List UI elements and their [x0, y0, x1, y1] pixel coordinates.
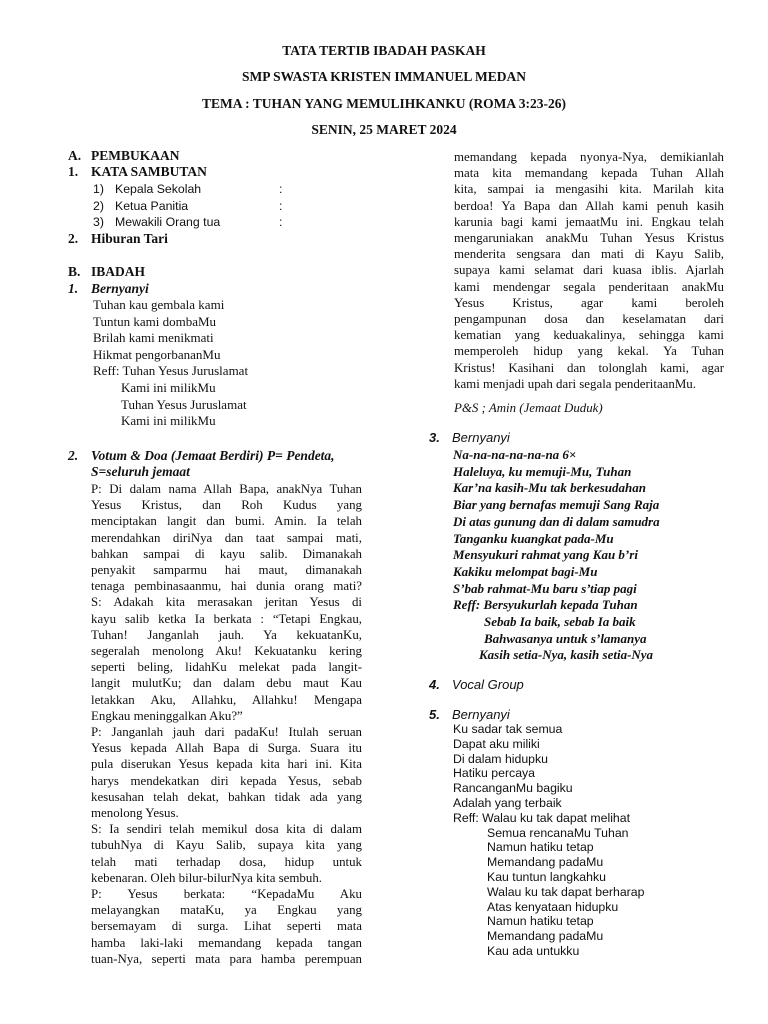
text-line: Yesus Kristus, dan Roh Kudus yang: [91, 498, 362, 513]
lyric-line: Kau ada untukku: [487, 943, 580, 958]
lyric-line: Di atas gunung dan di dalam samudra: [453, 513, 660, 529]
lyric-line: Semua rencanaMu Tuhan: [487, 825, 629, 840]
text-line: letakkan Aku, Allahku, Allahku! Mengapa: [91, 692, 362, 707]
text-line: supaya kami selamat dari kuasa iblis. Ajarlah: [454, 263, 724, 278]
lyric-line: Biar yang bernafas memuji Sang Raja: [453, 497, 660, 513]
lyric-line: Kasih setia-Nya, kasih setia-Nya: [479, 647, 654, 663]
song-1-verse: [93, 297, 248, 430]
votum-continuation-text: [454, 149, 724, 392]
song-3-reff: [453, 614, 660, 664]
votum-text: [91, 481, 362, 967]
text-line: Yesus Kristus, agar kami beroleh: [454, 295, 724, 310]
text-line: menderita sengsara dan mati di Kayu Salib,: [454, 247, 724, 262]
text-line: penyakit samparmu hai maut, dimanakah: [91, 563, 362, 578]
lyric-line: Hikmat pengorbananMu: [93, 346, 221, 362]
bernyanyi-1-heading: 1. Bernyanyi: [68, 281, 149, 296]
lyric-line: RancanganMu bagiku: [453, 781, 573, 796]
lyric-line: S’bab rahmat-Mu baru s’tiap pagi: [453, 580, 637, 596]
bernyanyi-5-heading: 5. Bernyanyi: [429, 707, 510, 722]
text-line: kematian yang keduakalinya, sehingga kami: [454, 328, 724, 343]
text-line: kami menjadi upah dari segala penderitaanMu.: [454, 376, 696, 391]
school-name: SMP SWASTA KRISTEN IMMANUEL MEDAN: [241, 69, 527, 84]
text-line: menolong Yesus.: [91, 806, 179, 821]
text-line: langit mulutKu; dan dalam debu maut Kau: [91, 676, 362, 691]
text-line: Yesus kepada Allah Bapa di Surga. Suara itu: [91, 741, 362, 756]
lyric-line: Kakiku melompat bagi-Mu: [453, 563, 598, 579]
text-line: merendahkan diriNya dan taat sampai mati,: [91, 530, 362, 545]
section-b-heading: B. IBADAH: [68, 264, 146, 279]
lyric-line: Tanganku kuangkat pada-Mu: [453, 530, 614, 546]
bernyanyi-3-heading: 3. Bernyanyi: [429, 430, 510, 445]
document-title: TATA TERTIB IBADAH PASKAH: [282, 43, 486, 58]
text-line: segeralah menolong Aku! Kekuatanku kering: [91, 644, 362, 659]
song-5-lyrics: [453, 722, 644, 959]
lyric-line: Walau ku tak dapat berharap: [487, 884, 645, 899]
text-line: Engkau meninggalkan Aku?”: [91, 708, 243, 723]
lyric-line: Atas kenyataan hidupku: [487, 899, 619, 914]
text-line: kesusahan telah dekat, bahkan tidak ada yang: [91, 789, 362, 804]
text-line: berdoa! Ya Bapa dan Allah kami penuh kasih: [454, 198, 724, 213]
lyric-line: Kami ini milikMu: [121, 413, 216, 429]
text-line: P: Janganlah jauh dari padaKu! Itulah seruan: [91, 725, 362, 740]
text-line: S: Ia sendiri telah memikul dosa kita di dalam: [91, 822, 362, 837]
text-line: harys mendekatkan diri kepada Yesus, sebab: [91, 773, 362, 788]
text-line: bahkan sampai di kayu salib. Dimanakah: [91, 546, 362, 561]
text-line: memperoleh hidup yang kekal. Ya Tuhan: [454, 344, 724, 359]
lyric-line: Memandang padaMu: [487, 929, 604, 944]
sambutan-list: [93, 181, 282, 231]
lyric-line: Tuhan kau gembala kami: [93, 297, 225, 312]
text-line: kami mendengar segala penderitaan anakMu: [454, 279, 724, 294]
text-line: Tuhan! Janganlah jauh. Ya kekuatanKu,: [91, 627, 362, 642]
text-line: pengampunan dosa dan keselamatan dari: [454, 312, 724, 327]
text-line: hamba laki-laki memandang kepada tangan: [91, 935, 362, 950]
lyric-line: Haleluya, ku memuji-Mu, Tuhan: [453, 463, 632, 479]
lyric-line: Mensyukuri rahmat yang Kau b’ri: [453, 547, 638, 563]
theme-line: TEMA : TUHAN YANG MEMULIHKANKU (ROMA 3:23-26): [202, 96, 566, 111]
text-line: melayangkan mataKu, ya Engkau yang: [91, 903, 362, 918]
text-line: memandang kepada nyonya-Nya, demikianlah: [454, 150, 724, 164]
lyric-line: Kau tuntun langkahku: [487, 869, 606, 884]
lyric-line: Sebab Ia baik, sebab Ia baik: [484, 614, 636, 630]
lyric-line: Ku sadar tak semua: [453, 722, 563, 736]
lyric-line: Namun hatiku tetap: [487, 840, 594, 855]
text-line: seperti beling, lidahKu melekat pada langit-: [91, 660, 362, 675]
text-line: bersemayam di surga. Lihat seperti mata: [91, 919, 362, 934]
votum-heading: 2. Votum & Doa (Jemaat Berdiri) P= Pendeta, S=seluruh jemaat: [68, 448, 335, 479]
section-a-heading: A. PEMBUKAAN: [68, 148, 180, 163]
lyric-line: Kar’na kasih-Mu tak berkesudahan: [453, 480, 647, 496]
song-3-lyrics: [453, 447, 660, 664]
lyric-line: Bahwasanya untuk s’lamanya: [484, 630, 647, 646]
lyric-line: Kami ini milikMu: [121, 379, 216, 395]
text-line: P: Di dalam nama Allah Bapa, anakNya Tuhan: [91, 482, 362, 496]
amin-line: P&S ; Amin (Jemaat Duduk): [454, 401, 603, 415]
lyric-line: Reff: Bersyukurlah kepada Tuhan: [453, 597, 638, 613]
lyric-line: Reff: Walau ku tak dapat melihat: [453, 810, 631, 825]
date-line: SENIN, 25 MARET 2024: [311, 122, 457, 137]
text-line: tuan-Nya, seperti mata para hamba perempuan: [91, 951, 362, 966]
text-line: P: Yesus berkata: “KepadaMu Aku: [91, 887, 362, 902]
lyric-line: Tuhan Yesus Juruslamat: [121, 396, 247, 412]
song-5-reff: [453, 826, 644, 959]
lyric-line: Di dalam hidupku: [453, 751, 549, 766]
text-line: pula diserukan Yesus kepada kita hari ini. Kita: [91, 757, 362, 772]
text-line: karunia bagi kami jemaatMu ini. Engkau telah: [454, 214, 724, 229]
lyric-line: Reff: Tuhan Yesus Juruslamat: [93, 363, 249, 379]
text-line: mengaruniakan anakMu Tuhan Yesus Kristus: [454, 231, 724, 246]
sambutan-item: 3) Mewakili Orang tua :: [93, 215, 283, 230]
text-line: kebenaran. Oleh bilur-bilurNya kita sembuh.: [91, 870, 322, 885]
text-line: kayu salib ketka Ia berkata : “Tetapi Engkau,: [91, 611, 362, 626]
lyric-line: Na-na-na-na-na-na 6×: [453, 447, 577, 462]
text-line: tubuhNya di Kayu Salib, supaya kita yang: [91, 838, 362, 853]
text-line: menciptakan langit dan bumi. Amin. Ia telah: [91, 514, 362, 529]
vocal-group-heading: 4. Vocal Group: [429, 677, 524, 692]
text-line: Kristus! Kasihani dan tolonglah kami, agar: [454, 360, 724, 375]
lyric-line: Namun hatiku tetap: [487, 914, 594, 929]
text-line: kita, sampai ia mengasihi kita. Marilah kita: [454, 182, 724, 197]
text-line: telah mati terhadap dosa, hidup untuk: [91, 854, 362, 869]
lyric-line: Brilah kami menikmati: [93, 330, 214, 346]
lyric-line: Hatiku percaya: [453, 766, 536, 781]
song-1-reff: [93, 380, 248, 430]
text-line: S: Adakah kita merasakan jeritan Yesus di: [91, 595, 362, 610]
hiburan-tari-heading: 2. Hiburan Tari: [68, 231, 168, 246]
sambutan-item: 2) Ketua Panitia :: [93, 198, 283, 213]
lyric-line: Tuntun kami dombaMu: [93, 313, 217, 329]
kata-sambutan-heading: 1. KATA SAMBUTAN: [68, 164, 207, 179]
text-line: tenaga pembinasaanmu, hai dunia orang mati?: [91, 579, 362, 594]
lyric-line: Dapat aku miliki: [453, 736, 540, 751]
text-line: mata kita memandang kepada Tuhan Allah: [454, 166, 724, 181]
lyric-line: Adalah yang terbaik: [453, 795, 562, 810]
sambutan-item: 1) Kepala Sekolah :: [93, 182, 283, 196]
lyric-line: Memandang padaMu: [487, 855, 604, 870]
